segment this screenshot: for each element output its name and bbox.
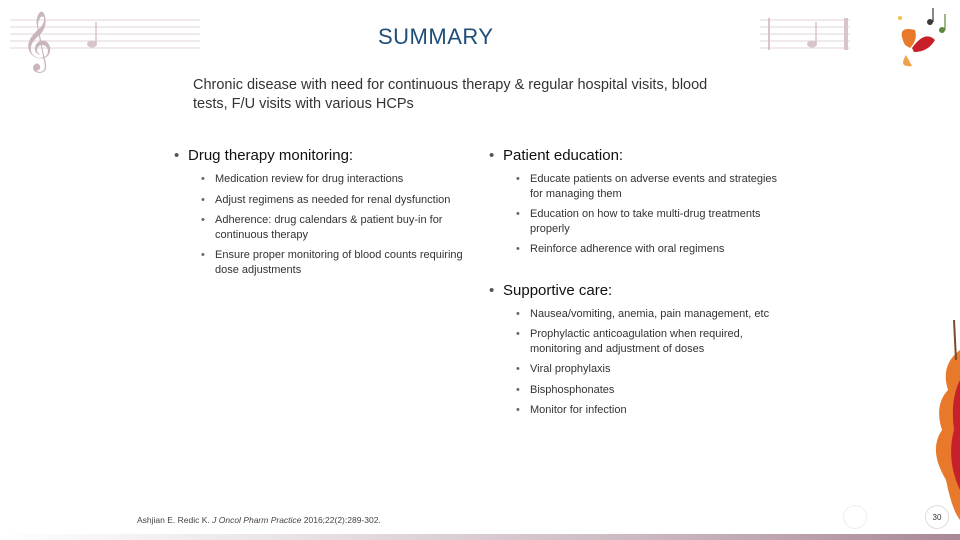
page-number: 30 (925, 505, 949, 529)
list-item: • Reinforce adherence with oral regimens (516, 242, 785, 257)
list-item: • Ensure proper monitoring of blood counts requiring dose adjustments (201, 248, 470, 277)
section-heading: • Supportive care: (489, 281, 789, 301)
list-item: • Education on how to take multi-drug treatments properly (516, 207, 785, 236)
reference-citation (137, 515, 381, 525)
list-item: • Monitor for infection (516, 403, 785, 418)
list-item: • Educate patients on adverse events and strategies for managing them (516, 172, 785, 201)
section-drug-therapy-monitoring (174, 146, 474, 277)
violin-icon (920, 320, 960, 520)
list-item: • Adherence: drug calendars & patient buy-in for continuous therapy (201, 213, 470, 242)
section-patient-education (489, 146, 789, 257)
ref-journal: J Oncol Pharm Practice (212, 515, 302, 525)
list-item: • Nausea/vomiting, anemia, pain management, etc (516, 307, 785, 322)
list-item: • Medication review for drug interactions (201, 172, 470, 187)
bullet-list (489, 172, 789, 257)
treble-clef-icon (22, 11, 53, 73)
list-item: • Bisphosphonates (516, 383, 785, 398)
bullet-list (174, 172, 474, 277)
page-circle-decoration (843, 505, 867, 529)
list-item: • Prophylactic anticoagulation when required, monitoring and adjustment of doses (516, 327, 785, 356)
page-title: SUMMARY (378, 24, 494, 49)
ref-details: 2016;22(2):289-302. (301, 515, 381, 525)
list-item: • Adjust regimens as needed for renal dysfunction (201, 193, 470, 208)
list-item: • Viral prophylaxis (516, 362, 785, 377)
section-heading: • Drug therapy monitoring: (174, 146, 474, 166)
svg-text:𝄞: 𝄞 (22, 11, 53, 71)
intro-text: Chronic disease with need for continuous therapy & regular hospital visits, blood tests, F/U visits with various HCPs (193, 77, 708, 112)
bullet-list (489, 307, 789, 418)
section-heading: • Patient education: (489, 146, 789, 166)
left-column (174, 146, 474, 283)
right-column (489, 146, 789, 424)
butterfly-icon (898, 8, 945, 66)
section-supportive-care (489, 281, 789, 418)
ref-authors: Ashjian E. Redic K. (137, 515, 213, 525)
bottom-gradient-bar (0, 534, 960, 540)
